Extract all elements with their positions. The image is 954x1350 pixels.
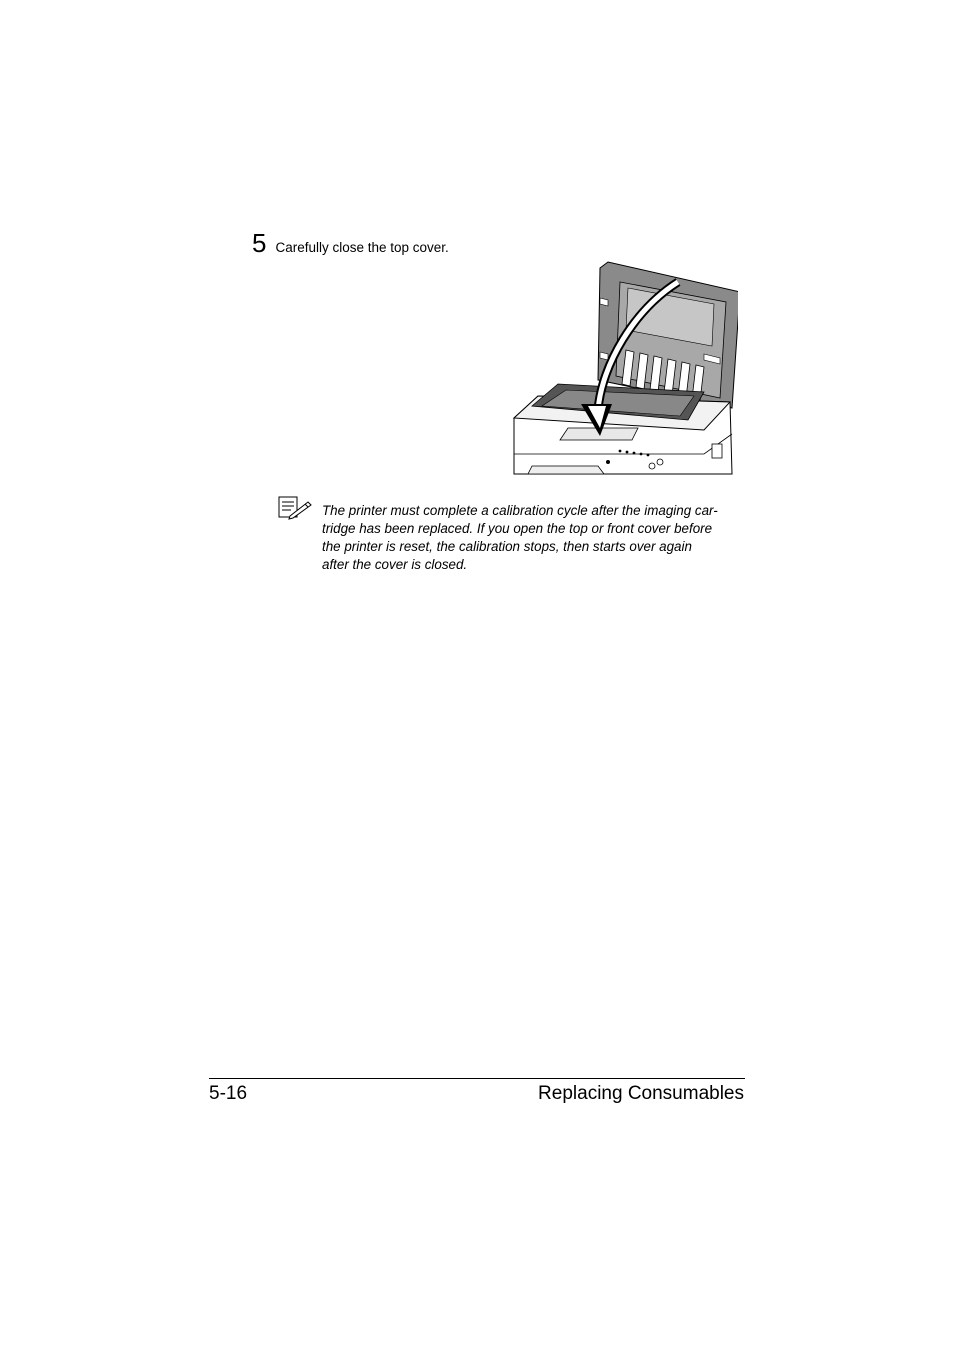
note-line: tridge has been replaced. If you open the top or front cover before [322,521,713,536]
step-5 [252,228,449,258]
note-pencil-icon [278,496,314,520]
footer-section-title: Replacing Consumables [538,1083,744,1104]
step-instruction: Carefully close the top cover. [275,240,449,255]
calibration-note [322,502,752,574]
footer-divider [209,1078,745,1079]
printer-closing-cover-illustration [508,258,738,480]
note-line: the printer is reset, the calibration stops, then starts over again [322,539,692,554]
step-number: 5 [252,228,267,258]
page-number: 5-16 [209,1083,248,1104]
note-line: after the cover is closed. [322,557,468,572]
note-line: The printer must complete a calibration cycle after the imaging car- [322,503,718,518]
